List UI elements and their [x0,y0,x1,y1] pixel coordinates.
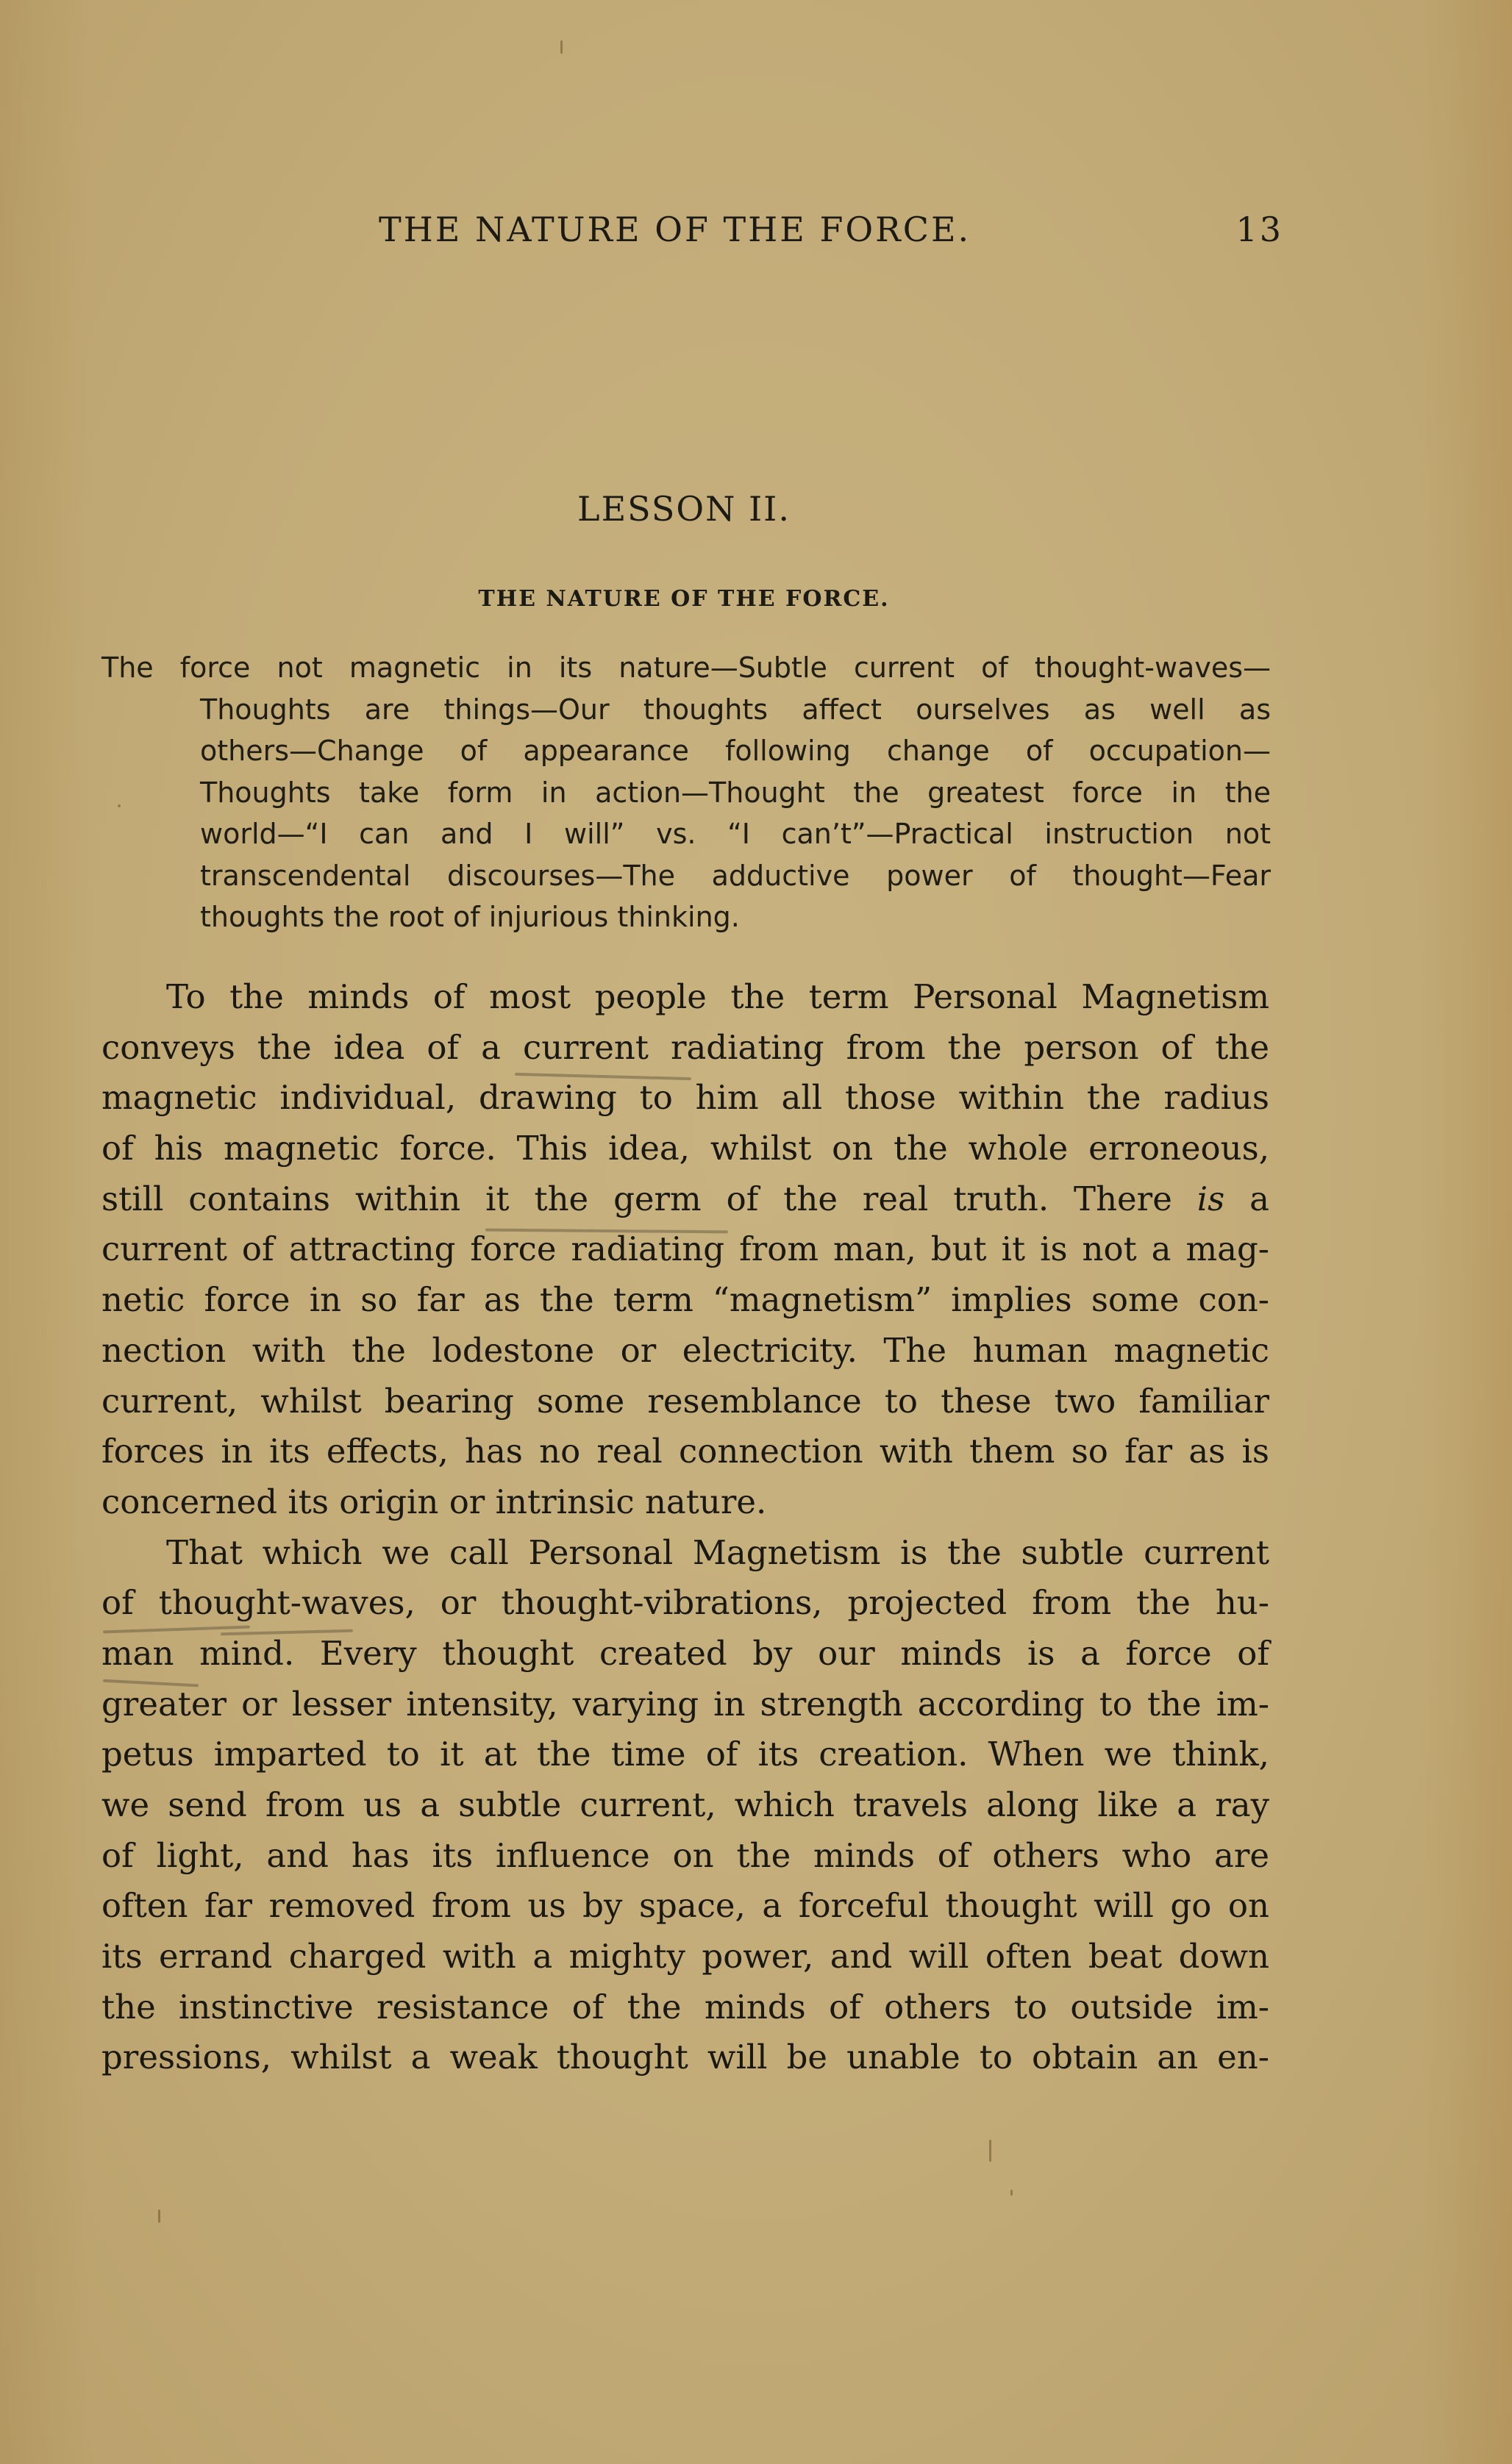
body-line: magnetic individual, drawing to him all those within the radius [101,1078,1269,1118]
paper-speck [1010,2190,1013,2196]
paper-speck [118,804,121,807]
synopsis-line: thoughts the root of injurious thinking. [200,901,740,933]
body-line: of thought-waves, or thought-vibrations, projected from the hu- [101,1583,1269,1623]
body-line: pressions, whilst a weak thought will be unable to obtain an en- [101,2038,1269,2077]
body-line: its errand charged with a mighty power, and will often beat down [101,1937,1269,1976]
synopsis-line: world—“I can and I will” vs. “I can’t”—Practical instruction not [200,818,1271,850]
paper-speck [989,2140,991,2162]
lesson-heading: LESSON II. [577,489,791,529]
paper-speck [158,2210,160,2223]
synopsis-line: transcendental discourses—The adductive power of thought—Fear [200,859,1271,892]
running-head-title: THE NATURE OF THE FORCE. [379,210,971,249]
body-line: forces in its effects, has no real connection with them so far as is [101,1432,1269,1471]
body-line: conveys the idea of a current radiating from the person of the [101,1027,1269,1067]
lesson-subtitle: THE NATURE OF THE FORCE. [478,586,890,612]
body-line: often far removed from us by space, a forceful thought will go on [101,1886,1269,1926]
body-line: greater or lesser intensity, varying in strength according to the im- [101,1684,1269,1724]
synopsis-line: others—Change of appearance following change of occupation— [200,735,1271,767]
body-line: current of attracting force radiating from man, but it is not a mag- [101,1229,1269,1269]
synopsis-line: The force not magnetic in its nature—Subtle current of thought-waves— [101,651,1271,684]
running-head [379,210,1283,254]
body-line: nection with the lodestone or electricity. The human magnetic [101,1330,1269,1370]
synopsis-line: Thoughts take form in action—Thought the greatest force in the [200,776,1271,809]
body-line: man mind. Every thought created by our minds is a force of [101,1633,1269,1673]
body-line: netic force in so far as the term “magnetism” implies some con- [101,1280,1269,1320]
body-line [101,1174,1269,1225]
body-text [101,972,1269,2083]
body-line: of light, and has its influence on the minds of others who are [101,1835,1269,1875]
chapter-synopsis [101,647,1271,938]
emphasis-is: is [1197,1179,1225,1218]
body-line: we send from us a subtle current, which travels along like a ray [101,1785,1269,1824]
paper-speck [560,40,563,54]
body-line: That which we call Personal Magnetism is the subtle current [166,1532,1269,1572]
synopsis-line: Thoughts are things—Our thoughts affect ourselves as well as [200,693,1271,726]
body-line: petus imparted to it at the time of its creation. When we think, [101,1735,1269,1774]
body-text-run: still contains within it the germ of the real truth. There [101,1179,1197,1218]
body-line: To the minds of most people the term Personal Magnetism [166,977,1269,1016]
body-line: the instinctive resistance of the minds of others to outside im- [101,1987,1269,2026]
page-number: 13 [1235,210,1283,249]
body-line: of his magnetic force. This idea, whilst on the whole erroneous, [101,1129,1269,1168]
body-line: current, whilst bearing some resemblance to these two familiar [101,1381,1269,1421]
body-text-run: a [1224,1179,1269,1218]
body-line: concerned its origin or intrinsic nature. [101,1482,767,1521]
